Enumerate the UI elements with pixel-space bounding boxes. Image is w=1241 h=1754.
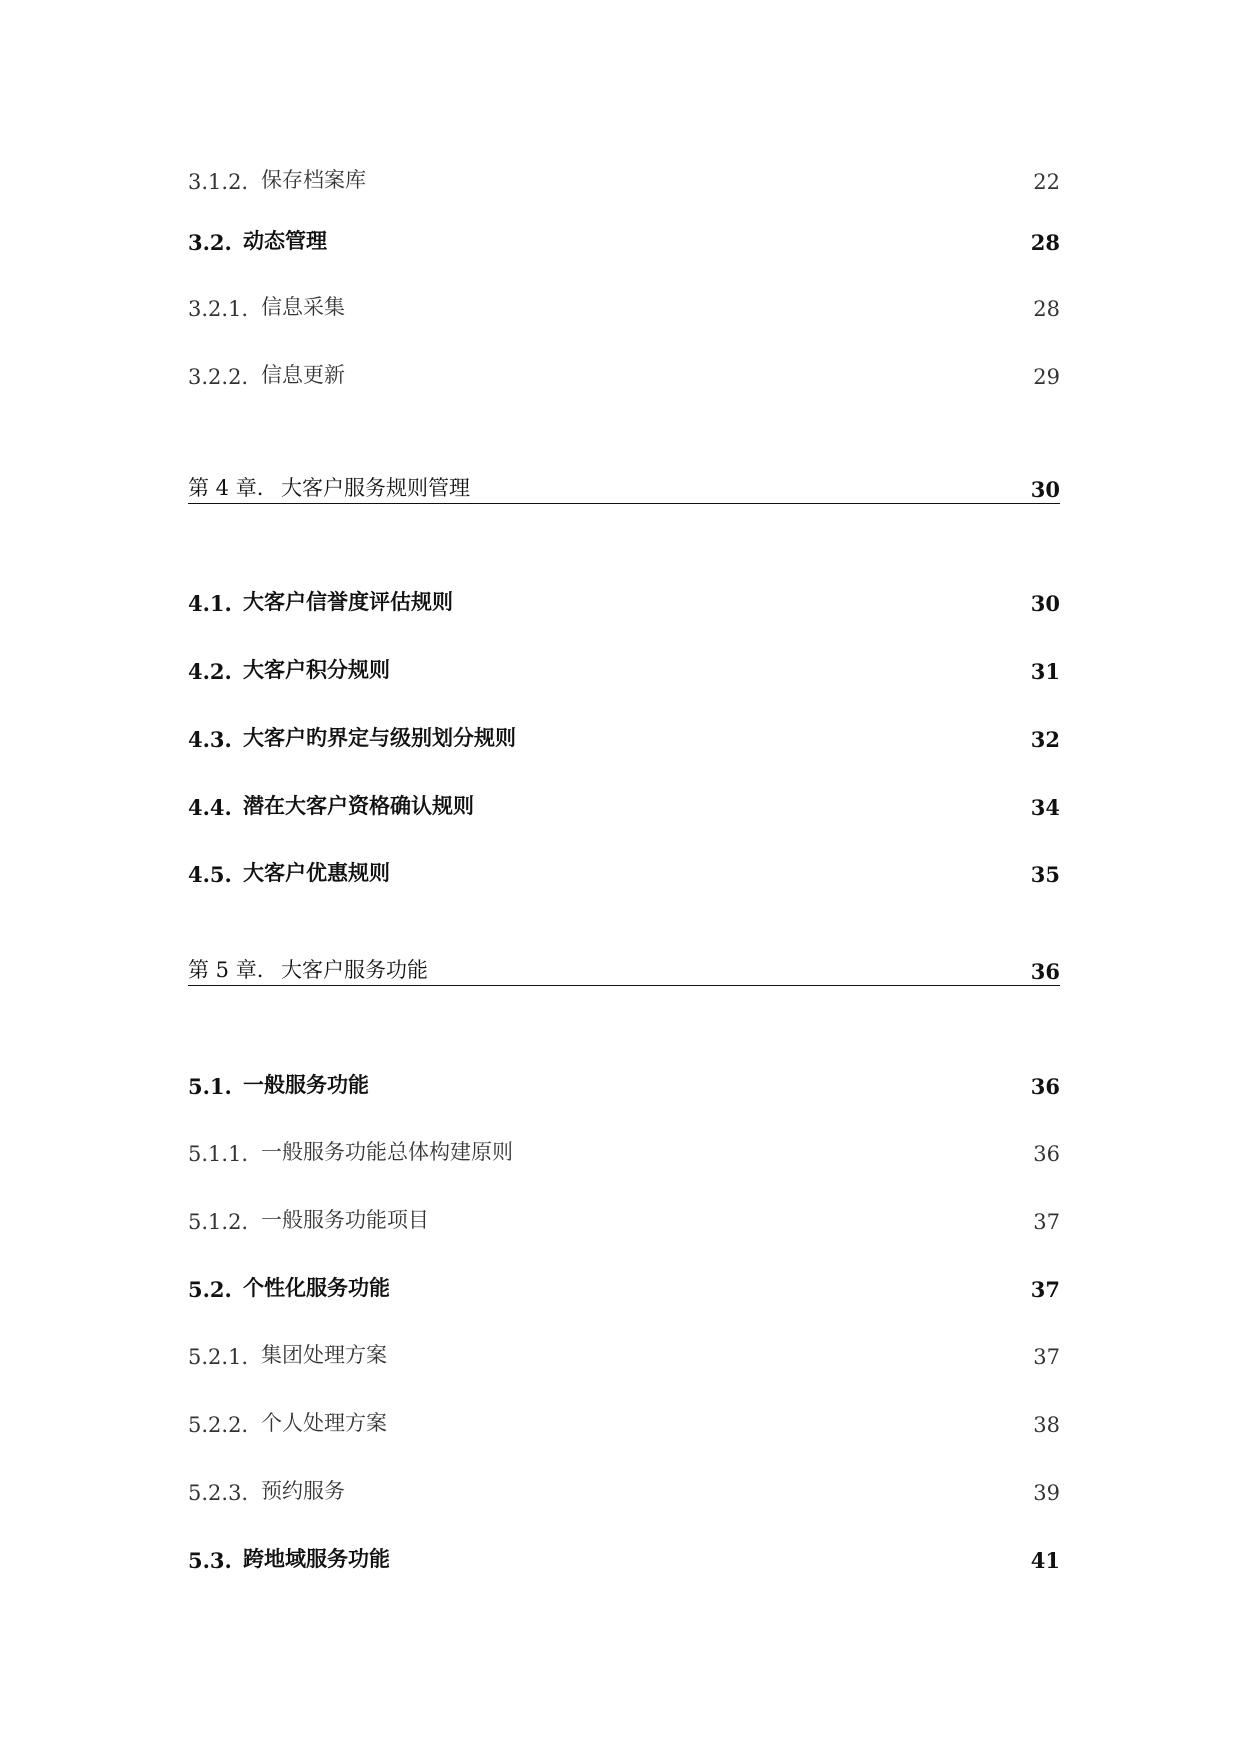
- toc-entry-3-2[interactable]: [188, 219, 1060, 255]
- toc-entry-title: 大客户优惠规则: [243, 860, 390, 885]
- toc-entry-5-2-1[interactable]: [188, 1333, 1060, 1369]
- toc-entry-page: 31: [1030, 659, 1060, 684]
- toc-entry-title: 保存档案库: [261, 168, 366, 192]
- toc-entry-page: 34: [1030, 795, 1060, 820]
- toc-entry-3-2-1[interactable]: [188, 285, 1060, 321]
- toc-entry-page: 36: [1030, 1074, 1060, 1099]
- toc-entry-title: 集团处理方案: [261, 1343, 387, 1367]
- toc-entry-3-1-2[interactable]: [188, 158, 1060, 194]
- toc-entry-title: 个性化服务功能: [243, 1275, 390, 1300]
- toc-entry-number: 4.5.: [188, 862, 232, 887]
- toc-entry-page: 29: [1033, 365, 1060, 389]
- toc-entry-number: 4.4.: [188, 795, 232, 820]
- toc-entry-5-3[interactable]: [188, 1537, 1060, 1573]
- toc-entry-page: 41: [1030, 1548, 1060, 1573]
- toc-entry-5-2-3[interactable]: [188, 1469, 1060, 1505]
- toc-entry-number: 5.3.: [188, 1548, 232, 1573]
- toc-entry-number: 第 5 章.: [188, 958, 264, 982]
- toc-entry-4-4[interactable]: [188, 784, 1060, 820]
- toc-entry-page: 28: [1030, 230, 1060, 255]
- toc-entry-5-2[interactable]: [188, 1266, 1060, 1302]
- toc-entry-title: 潜在大客户资格确认规则: [243, 793, 474, 818]
- toc-entry-title: 跨地域服务功能: [243, 1546, 390, 1571]
- toc-entry-title: 一般服务功能总体构建原则: [261, 1140, 513, 1164]
- toc-entry-title: 大客户服务规则管理: [281, 476, 470, 500]
- toc-entry-page: 37: [1033, 1210, 1060, 1234]
- toc-chapter-4[interactable]: [188, 468, 1060, 504]
- toc-entry-number: 3.1.2.: [188, 170, 249, 194]
- toc-entry-page: 30: [1030, 477, 1060, 502]
- toc-entry-number: 5.1.: [188, 1074, 232, 1099]
- toc-entry-page: 39: [1033, 1481, 1060, 1505]
- toc-entry-page: 38: [1033, 1413, 1060, 1437]
- toc-entry-number: 4.1.: [188, 591, 232, 616]
- toc-chapter-5[interactable]: [188, 950, 1060, 986]
- toc-entry-number: 3.2.: [188, 230, 232, 255]
- toc-entry-page: 22: [1033, 170, 1060, 194]
- toc-entry-page: 36: [1030, 959, 1060, 984]
- toc-entry-5-2-2[interactable]: [188, 1401, 1060, 1437]
- toc-entry-number: 5.2.1.: [188, 1345, 249, 1369]
- toc-entry-page: 32: [1030, 727, 1060, 752]
- toc-entry-title: 信息采集: [261, 295, 345, 319]
- toc-entry-title: 大客户旳界定与级别划分规则: [243, 725, 516, 750]
- toc-entry-number: 3.2.2.: [188, 365, 249, 389]
- toc-entry-3-2-2[interactable]: [188, 353, 1060, 389]
- toc-entry-number: 5.2.: [188, 1277, 232, 1302]
- toc-entry-title: 大客户服务功能: [281, 958, 428, 982]
- toc-entry-number: 5.1.1.: [188, 1142, 249, 1166]
- table-of-contents: [188, 0, 1060, 1754]
- toc-entry-page: 37: [1033, 1345, 1060, 1369]
- toc-entry-title: 动态管理: [243, 228, 327, 253]
- toc-entry-5-1[interactable]: [188, 1063, 1060, 1099]
- toc-entry-5-1-1[interactable]: [188, 1130, 1060, 1166]
- toc-entry-number: 第 4 章.: [188, 476, 264, 500]
- toc-entry-4-2[interactable]: [188, 648, 1060, 684]
- toc-entry-number: 5.1.2.: [188, 1210, 249, 1234]
- toc-entry-title: 预约服务: [261, 1479, 345, 1503]
- toc-entry-page: 37: [1030, 1277, 1060, 1302]
- toc-entry-page: 28: [1033, 297, 1060, 321]
- toc-entry-title: 一般服务功能: [243, 1072, 369, 1097]
- toc-entry-4-5[interactable]: [188, 851, 1060, 887]
- toc-entry-title: 大客户信誉度评估规则: [243, 589, 453, 614]
- toc-entry-page: 36: [1033, 1142, 1060, 1166]
- toc-entry-number: 5.2.3.: [188, 1481, 249, 1505]
- toc-entry-number: 3.2.1.: [188, 297, 249, 321]
- toc-entry-page: 35: [1030, 862, 1060, 887]
- toc-entry-title: 一般服务功能项目: [261, 1208, 429, 1232]
- toc-entry-4-1[interactable]: [188, 580, 1060, 616]
- toc-entry-5-1-2[interactable]: [188, 1198, 1060, 1234]
- toc-entry-number: 5.2.2.: [188, 1413, 249, 1437]
- toc-entry-number: 4.3.: [188, 727, 232, 752]
- toc-entry-title: 信息更新: [261, 363, 345, 387]
- toc-entry-title: 个人处理方案: [261, 1411, 387, 1435]
- toc-entry-number: 4.2.: [188, 659, 232, 684]
- toc-entry-page: 30: [1030, 591, 1060, 616]
- toc-entry-4-3[interactable]: [188, 716, 1060, 752]
- toc-entry-title: 大客户积分规则: [243, 657, 390, 682]
